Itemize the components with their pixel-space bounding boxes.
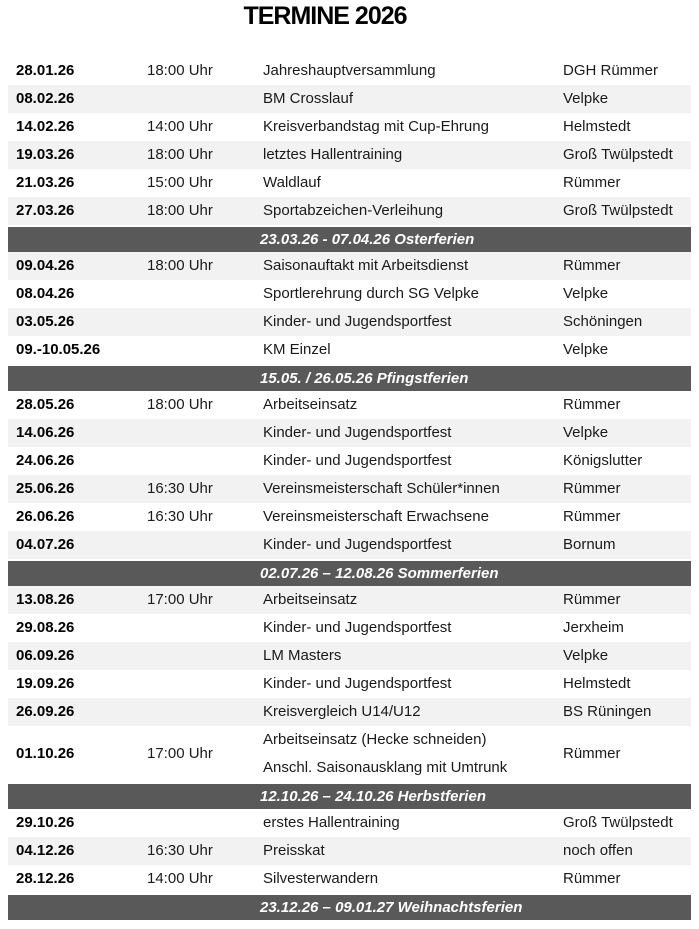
- event-row: [8, 252, 691, 280]
- event-title: Kinder- und Jugendsportfest: [263, 452, 452, 469]
- event-title-line: Arbeitseinsatz (Hecke schneiden): [263, 730, 487, 748]
- event-date: 14.06.26: [16, 424, 75, 441]
- event-date: 08.04.26: [16, 285, 75, 302]
- event-location: Groß Twülpstedt: [563, 814, 673, 831]
- event-location: Groß Twülpstedt: [563, 146, 673, 163]
- event-time: 17:00 Uhr: [147, 745, 213, 762]
- event-location: Rümmer: [563, 591, 621, 608]
- event-date: 14.02.26: [16, 118, 75, 135]
- event-row: [8, 614, 691, 642]
- holiday-band: [8, 227, 691, 252]
- event-date: 09.04.26: [16, 257, 75, 274]
- event-time: 18:00 Uhr: [147, 202, 213, 219]
- event-date: 29.10.26: [16, 814, 75, 831]
- event-date: 04.12.26: [16, 842, 75, 859]
- event-title: Sportlerehrung durch SG Velpke: [263, 285, 479, 302]
- event-date: 28.12.26: [16, 870, 75, 887]
- event-row: [8, 113, 691, 141]
- event-location: Helmstedt: [563, 118, 631, 135]
- event-location: Schöningen: [563, 313, 643, 330]
- holiday-band-label: 12.10.26 – 24.10.26 Herbstferien: [260, 787, 486, 805]
- event-date: 26.09.26: [16, 703, 75, 720]
- event-location: Rümmer: [563, 174, 621, 191]
- event-location: Velpke: [563, 285, 609, 302]
- page-title: TERMINE 2026: [243, 2, 407, 30]
- event-date: 03.05.26: [16, 313, 75, 330]
- event-title: Saisonauftakt mit Arbeitsdienst: [263, 257, 469, 274]
- event-location: DGH Rümmer: [563, 62, 659, 79]
- event-date: 24.06.26: [16, 452, 75, 469]
- event-row: [8, 670, 691, 698]
- event-time: 18:00 Uhr: [147, 396, 213, 413]
- event-row: [8, 531, 691, 559]
- event-title: LM Masters: [263, 647, 342, 664]
- event-row: [8, 447, 691, 475]
- holiday-band-label: 15.05. / 26.05.26 Pfingstferien: [260, 369, 469, 387]
- event-row: [8, 726, 691, 782]
- event-date: 28.01.26: [16, 62, 75, 79]
- holiday-band: [8, 895, 691, 920]
- event-time: 18:00 Uhr: [147, 146, 213, 163]
- event-location: Bornum: [563, 536, 616, 553]
- event-location: Jerxheim: [563, 619, 624, 636]
- event-row: [8, 141, 691, 169]
- event-row: [8, 85, 691, 113]
- event-row: [8, 169, 691, 197]
- event-row: [8, 698, 691, 726]
- event-title: Vereinsmeisterschaft Erwachsene: [263, 508, 489, 525]
- holiday-band: [8, 366, 691, 391]
- event-time: 16:30 Uhr: [147, 480, 213, 497]
- event-title-line: Anschl. Saisonausklang mit Umtrunk: [263, 758, 508, 776]
- event-time: 17:00 Uhr: [147, 591, 213, 608]
- event-title: Kreisvergleich U14/U12: [263, 703, 421, 720]
- event-row: [8, 419, 691, 447]
- event-location: Rümmer: [563, 396, 621, 413]
- event-row: [8, 642, 691, 670]
- event-row: [8, 308, 691, 336]
- event-title: Preisskat: [263, 842, 325, 859]
- event-row: [8, 475, 691, 503]
- event-date: 28.05.26: [16, 396, 75, 413]
- event-title: Kinder- und Jugendsportfest: [263, 424, 452, 441]
- event-date: 19.03.26: [16, 146, 75, 163]
- event-location: Velpke: [563, 424, 609, 441]
- event-date: 09.-10.05.26: [16, 341, 101, 358]
- event-row: [8, 57, 691, 85]
- event-date: 06.09.26: [16, 647, 75, 664]
- event-date: 26.06.26: [16, 508, 75, 525]
- event-location: Groß Twülpstedt: [563, 202, 673, 219]
- event-title: [263, 726, 563, 782]
- event-row: [8, 586, 691, 614]
- event-title: Sportabzeichen-Verleihung: [263, 202, 444, 219]
- event-row: [8, 809, 691, 837]
- event-row: [8, 503, 691, 531]
- event-title: BM Crosslauf: [263, 90, 354, 107]
- event-date: 08.02.26: [16, 90, 75, 107]
- event-date: 25.06.26: [16, 480, 75, 497]
- holiday-band: [8, 784, 691, 809]
- event-location: Königslutter: [563, 452, 643, 469]
- event-date: 19.09.26: [16, 675, 75, 692]
- event-title: letztes Hallentraining: [263, 146, 403, 163]
- schedule-table: [0, 57, 699, 920]
- event-title: Kinder- und Jugendsportfest: [263, 619, 452, 636]
- event-location: Velpke: [563, 90, 609, 107]
- event-location: Rümmer: [563, 480, 621, 497]
- event-time: 15:00 Uhr: [147, 174, 213, 191]
- event-title: Silvesterwandern: [263, 870, 379, 887]
- event-row: [8, 837, 691, 865]
- event-location: Helmstedt: [563, 675, 631, 692]
- event-location: Velpke: [563, 341, 609, 358]
- event-date: 04.07.26: [16, 536, 75, 553]
- event-location: noch offen: [563, 842, 633, 859]
- event-title: Vereinsmeisterschaft Schüler*innen: [263, 480, 500, 497]
- event-location: Rümmer: [563, 870, 621, 887]
- event-title: KM Einzel: [263, 341, 331, 358]
- event-row: [8, 391, 691, 419]
- event-date: 21.03.26: [16, 174, 75, 191]
- event-row: [8, 336, 691, 364]
- event-date: 13.08.26: [16, 591, 75, 608]
- event-title: Kinder- und Jugendsportfest: [263, 536, 452, 553]
- holiday-band: [8, 561, 691, 586]
- event-date: 29.08.26: [16, 619, 75, 636]
- holiday-band-label: 23.03.26 - 07.04.26 Osterferien: [260, 230, 475, 248]
- event-title: Arbeitseinsatz: [263, 396, 358, 413]
- event-time: 14:00 Uhr: [147, 118, 213, 135]
- event-time: 18:00 Uhr: [147, 257, 213, 274]
- event-time: 18:00 Uhr: [147, 62, 213, 79]
- event-date: 27.03.26: [16, 202, 75, 219]
- event-title: Kreisverbandstag mit Cup-Ehrung: [263, 118, 489, 135]
- event-location: Rümmer: [563, 745, 621, 762]
- event-time: 16:30 Uhr: [147, 842, 213, 859]
- event-location: Rümmer: [563, 257, 621, 274]
- event-location: BS Rüningen: [563, 703, 652, 720]
- event-time: 16:30 Uhr: [147, 508, 213, 525]
- event-title: Kinder- und Jugendsportfest: [263, 313, 452, 330]
- holiday-band-label: 02.07.26 – 12.08.26 Sommerferien: [260, 564, 499, 582]
- event-title: Jahreshauptversammlung: [263, 62, 436, 79]
- event-date: 01.10.26: [16, 745, 75, 762]
- event-title: Kinder- und Jugendsportfest: [263, 675, 452, 692]
- event-title: Arbeitseinsatz: [263, 591, 358, 608]
- event-time: 14:00 Uhr: [147, 870, 213, 887]
- event-row: [8, 280, 691, 308]
- holiday-band-label: 23.12.26 – 09.01.27 Weihnachtsferien: [260, 898, 523, 916]
- event-title: erstes Hallentraining: [263, 814, 400, 831]
- event-location: Rümmer: [563, 508, 621, 525]
- event-row: [8, 865, 691, 893]
- event-row: [8, 197, 691, 225]
- event-title: Waldlauf: [263, 174, 321, 191]
- event-location: Velpke: [563, 647, 609, 664]
